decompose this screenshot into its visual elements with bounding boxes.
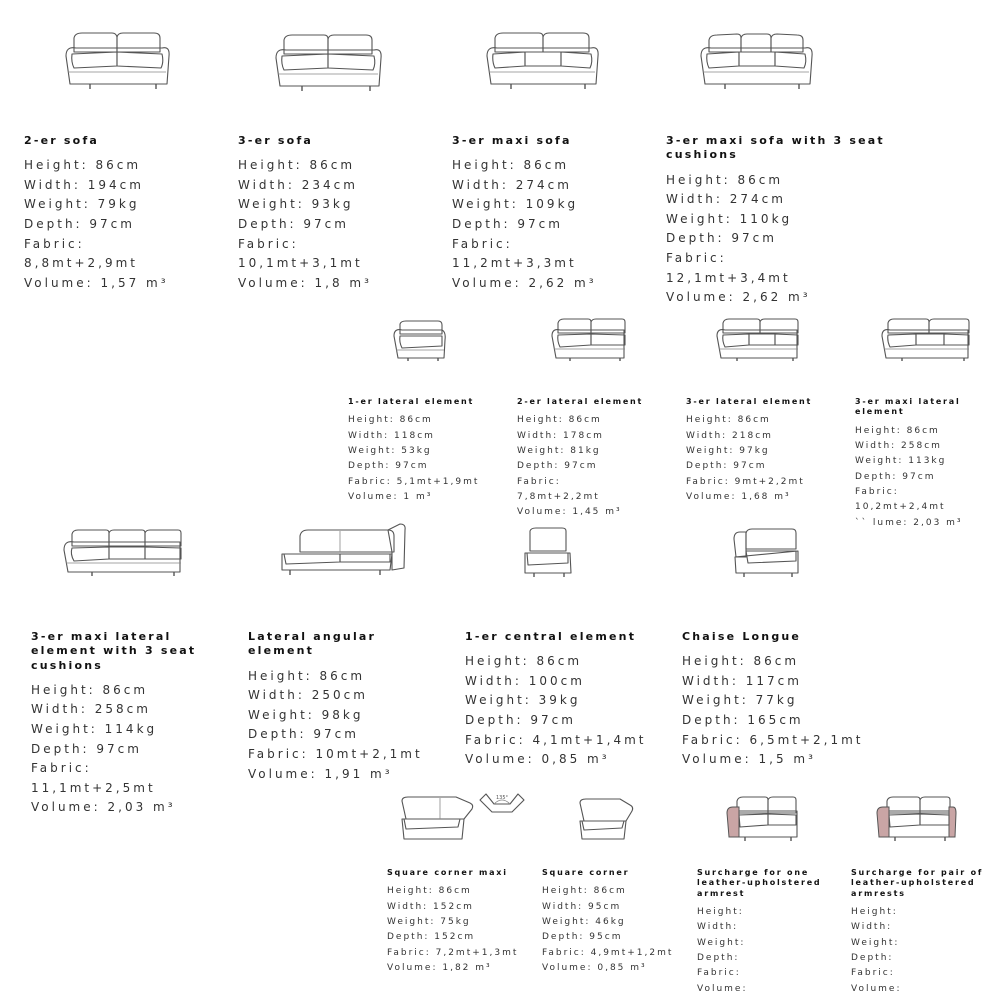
product-title: Lateral angular element <box>248 630 377 658</box>
spec-line: Height: 86cm <box>686 415 771 426</box>
spec-line: Depth: 97cm <box>452 217 563 232</box>
pair-leather-armrests-image <box>875 795 957 843</box>
product-p14 <box>542 868 682 976</box>
product-p4 <box>666 134 886 308</box>
spec-list <box>851 905 991 997</box>
spec-line: Weight: 77kg <box>682 693 798 708</box>
spec-line: Width: 152cm <box>387 901 474 912</box>
product-title: 3-er maxi sofa <box>452 134 572 147</box>
spec-line: Width: 100cm <box>465 673 585 688</box>
spec-line: Volume: 1,45 m³ <box>517 507 622 518</box>
product-p7 <box>686 397 851 505</box>
chaise-longue-image <box>732 527 800 579</box>
spec-line: Fabric: <box>666 250 727 265</box>
spec-line: Height: 86cm <box>517 415 602 426</box>
spec-line: Fabric: 10mt+2,1mt <box>248 746 423 761</box>
spec-line: Weight: 113kg <box>855 456 947 467</box>
spec-line: Fabric: <box>24 236 85 251</box>
spec-line: Fabric: <box>851 968 895 979</box>
spec-line: Height: <box>697 907 744 918</box>
spec-list <box>686 413 851 505</box>
spec-list <box>517 413 682 520</box>
spec-line: Depth: 97cm <box>248 727 359 742</box>
spec-line: Volume: <box>697 983 748 994</box>
square-corner-maxi-image <box>398 795 476 843</box>
2-er-sofa-image <box>62 32 172 92</box>
spec-line: Fabric: 5,1mt+1,9mt <box>348 476 480 487</box>
spec-line: Height: 86cm <box>238 158 356 173</box>
spec-line: Volume: 1,5 m³ <box>682 752 816 767</box>
spec-list <box>348 413 513 505</box>
spec-line: Height: 86cm <box>666 172 784 187</box>
spec-line: Weight: <box>697 937 746 948</box>
spec-list <box>465 652 675 770</box>
spec-line: Width: 274cm <box>452 177 572 192</box>
spec-line: 10,2mt+2,4mt <box>855 502 946 513</box>
spec-line: Volume: <box>851 983 902 994</box>
product-p3 <box>452 134 652 293</box>
one-leather-armrest-image <box>725 795 801 843</box>
product-title: 3-er sofa <box>238 134 314 147</box>
spec-line: Depth: 97cm <box>31 741 142 756</box>
product-title: 3-er lateral element <box>686 397 813 406</box>
product-p13 <box>387 868 537 976</box>
spec-line: Weight: 110kg <box>666 211 793 226</box>
spec-line: Fabric: <box>855 486 899 497</box>
spec-line: Volume: 0,85 m³ <box>542 962 647 973</box>
spec-line: Depth: 97cm <box>666 231 777 246</box>
spec-line: Depth: 95cm <box>542 932 623 943</box>
2-er-lateral-element-image <box>550 318 628 362</box>
product-p16 <box>851 868 991 997</box>
spec-line: Height: 86cm <box>855 425 940 436</box>
spec-line: Width: <box>851 922 893 933</box>
product-p15 <box>697 868 837 997</box>
corner-angle-diagram <box>478 790 526 822</box>
3-er-maxi-sofa-3-cushions-image <box>697 32 817 92</box>
spec-list <box>387 884 537 976</box>
spec-line: Depth: 97cm <box>686 461 767 472</box>
spec-line: Height: 86cm <box>452 158 570 173</box>
spec-line: Weight: 109kg <box>452 197 579 212</box>
spec-line: Height: 86cm <box>348 415 433 426</box>
spec-list <box>248 667 448 785</box>
product-title: 3-er maxi sofa with 3 seat cushions <box>666 134 885 162</box>
spec-line: Depth: 97cm <box>348 461 429 472</box>
spec-line: Width: 218cm <box>686 430 773 441</box>
1-er-lateral-element-image <box>392 320 448 362</box>
spec-line: Weight: 97kg <box>686 445 770 456</box>
lateral-angular-element-image <box>280 522 408 580</box>
3-er-sofa-image <box>272 32 384 94</box>
spec-line: `` lume: 2,03 m³ <box>855 517 963 528</box>
spec-line: Weight: 75kg <box>387 916 471 927</box>
spec-line: Volume: 2,03 m³ <box>31 800 176 815</box>
spec-line: Depth: <box>697 953 740 964</box>
spec-line: Height: 86cm <box>542 886 627 897</box>
spec-line: Height: 86cm <box>31 682 149 697</box>
spec-line: Volume: 2,62 m³ <box>666 290 811 305</box>
3-er-lateral-element-image <box>715 318 801 362</box>
spec-line: Weight: 93kg <box>238 197 354 212</box>
spec-line: Weight: 39kg <box>465 693 581 708</box>
spec-line: Volume: 2,62 m³ <box>452 275 597 290</box>
spec-line: Width: 117cm <box>682 673 802 688</box>
corner-angle-label: 135° <box>495 795 509 801</box>
product-title: 2-er sofa <box>24 134 100 147</box>
spec-line: Width: 118cm <box>348 430 435 441</box>
spec-line: Weight: <box>851 937 900 948</box>
spec-line: Depth: 97cm <box>24 217 135 232</box>
spec-list <box>542 884 682 976</box>
spec-line: Fabric: <box>452 236 513 251</box>
spec-line: Fabric: 7,2mt+1,3mt <box>387 947 519 958</box>
spec-line: Depth: 97cm <box>238 217 349 232</box>
1-er-central-element-image <box>522 527 574 579</box>
product-p8 <box>855 397 995 531</box>
spec-line: Width: 258cm <box>855 441 942 452</box>
product-p12 <box>682 630 892 770</box>
product-title: Surcharge for pair of leather-upholstered armrests <box>851 868 984 898</box>
spec-line: Width: 250cm <box>248 688 368 703</box>
spec-line: Width: <box>697 922 739 933</box>
spec-list <box>682 652 892 770</box>
spec-line: Fabric: 6,5mt+2,1mt <box>682 732 864 747</box>
spec-line: Depth: 97cm <box>465 713 576 728</box>
spec-line: Width: 234cm <box>238 177 358 192</box>
product-title: 2-er lateral element <box>517 397 644 406</box>
spec-line: Fabric: <box>31 761 92 776</box>
spec-line: Width: 194cm <box>24 177 144 192</box>
spec-line: 7,8mt+2,2mt <box>517 491 600 502</box>
spec-line: Height: 86cm <box>387 886 472 897</box>
spec-line: Weight: 79kg <box>24 197 140 212</box>
product-p11 <box>465 630 675 770</box>
spec-line: 10,1mt+3,1mt <box>238 256 363 271</box>
3-er-maxi-lateral-3-cushions-image <box>62 528 184 578</box>
spec-line: Volume: 1,57 m³ <box>24 275 169 290</box>
spec-line: 11,1mt+2,5mt <box>31 780 156 795</box>
product-title: Square corner maxi <box>387 868 508 877</box>
square-corner-image <box>576 797 636 843</box>
product-p1 <box>24 134 224 293</box>
spec-line: Weight: 114kg <box>31 722 158 737</box>
spec-line: Volume: 1,68 m³ <box>686 491 791 502</box>
spec-line: Fabric: <box>517 476 561 487</box>
product-p6 <box>517 397 682 520</box>
product-title: 3-er maxi lateral element <box>855 397 961 417</box>
product-p2 <box>238 134 438 293</box>
spec-line: 12,1mt+3,4mt <box>666 270 791 285</box>
spec-line: Volume: 1,91 m³ <box>248 766 393 781</box>
spec-list <box>31 681 231 818</box>
spec-line: Volume: 1,8 m³ <box>238 275 372 290</box>
3-er-maxi-lateral-element-image <box>880 318 972 362</box>
product-p9 <box>31 630 231 818</box>
product-title: Chaise Longue <box>682 630 802 643</box>
spec-line: Weight: 81kg <box>517 445 601 456</box>
product-title: Square corner <box>542 868 630 877</box>
spec-line: Height: 86cm <box>465 654 583 669</box>
3-er-maxi-sofa-image <box>483 32 603 92</box>
spec-line: Width: 178cm <box>517 430 604 441</box>
spec-line: Width: 95cm <box>542 901 622 912</box>
product-title: 1-er lateral element <box>348 397 475 406</box>
spec-line: Volume: 0,85 m³ <box>465 752 610 767</box>
spec-line: Fabric: 9mt+2,2mt <box>686 476 805 487</box>
spec-list <box>697 905 837 997</box>
product-title: 1-er central element <box>465 630 637 643</box>
spec-line: Volume: 1,82 m³ <box>387 962 492 973</box>
spec-line: Height: 86cm <box>682 654 800 669</box>
spec-line: Fabric: 4,1mt+1,4mt <box>465 732 647 747</box>
spec-list <box>855 424 995 531</box>
spec-line: Fabric: <box>238 236 299 251</box>
product-p10 <box>248 630 448 784</box>
spec-line: Width: 274cm <box>666 192 786 207</box>
spec-line: Depth: 152cm <box>387 932 476 943</box>
product-p5 <box>348 397 513 505</box>
spec-line: Depth: 165cm <box>682 713 804 728</box>
product-title: Surcharge for one leather-upholstered armrest <box>697 868 822 898</box>
spec-line: 8,8mt+2,9mt <box>24 256 139 271</box>
spec-line: Height: 86cm <box>24 158 142 173</box>
spec-line: Volume: 1 m³ <box>348 491 433 502</box>
spec-line: Weight: 46kg <box>542 916 626 927</box>
spec-line: Depth: 97cm <box>855 471 936 482</box>
spec-line: Fabric: <box>697 968 741 979</box>
spec-line: Depth: <box>851 953 894 964</box>
product-title: 3-er maxi lateral element with 3 seat cushions <box>31 630 197 672</box>
spec-list <box>666 171 886 308</box>
spec-line: Weight: 98kg <box>248 707 364 722</box>
spec-line: Weight: 53kg <box>348 445 432 456</box>
spec-line: Depth: 97cm <box>517 461 598 472</box>
spec-list <box>238 156 438 293</box>
spec-line: Height: <box>851 907 898 918</box>
spec-line: 11,2mt+3,3mt <box>452 256 577 271</box>
spec-line: Width: 258cm <box>31 702 151 717</box>
spec-line: Height: 86cm <box>248 668 366 683</box>
spec-list <box>452 156 652 293</box>
spec-line: Fabric: 4,9mt+1,2mt <box>542 947 674 958</box>
spec-list <box>24 156 224 293</box>
